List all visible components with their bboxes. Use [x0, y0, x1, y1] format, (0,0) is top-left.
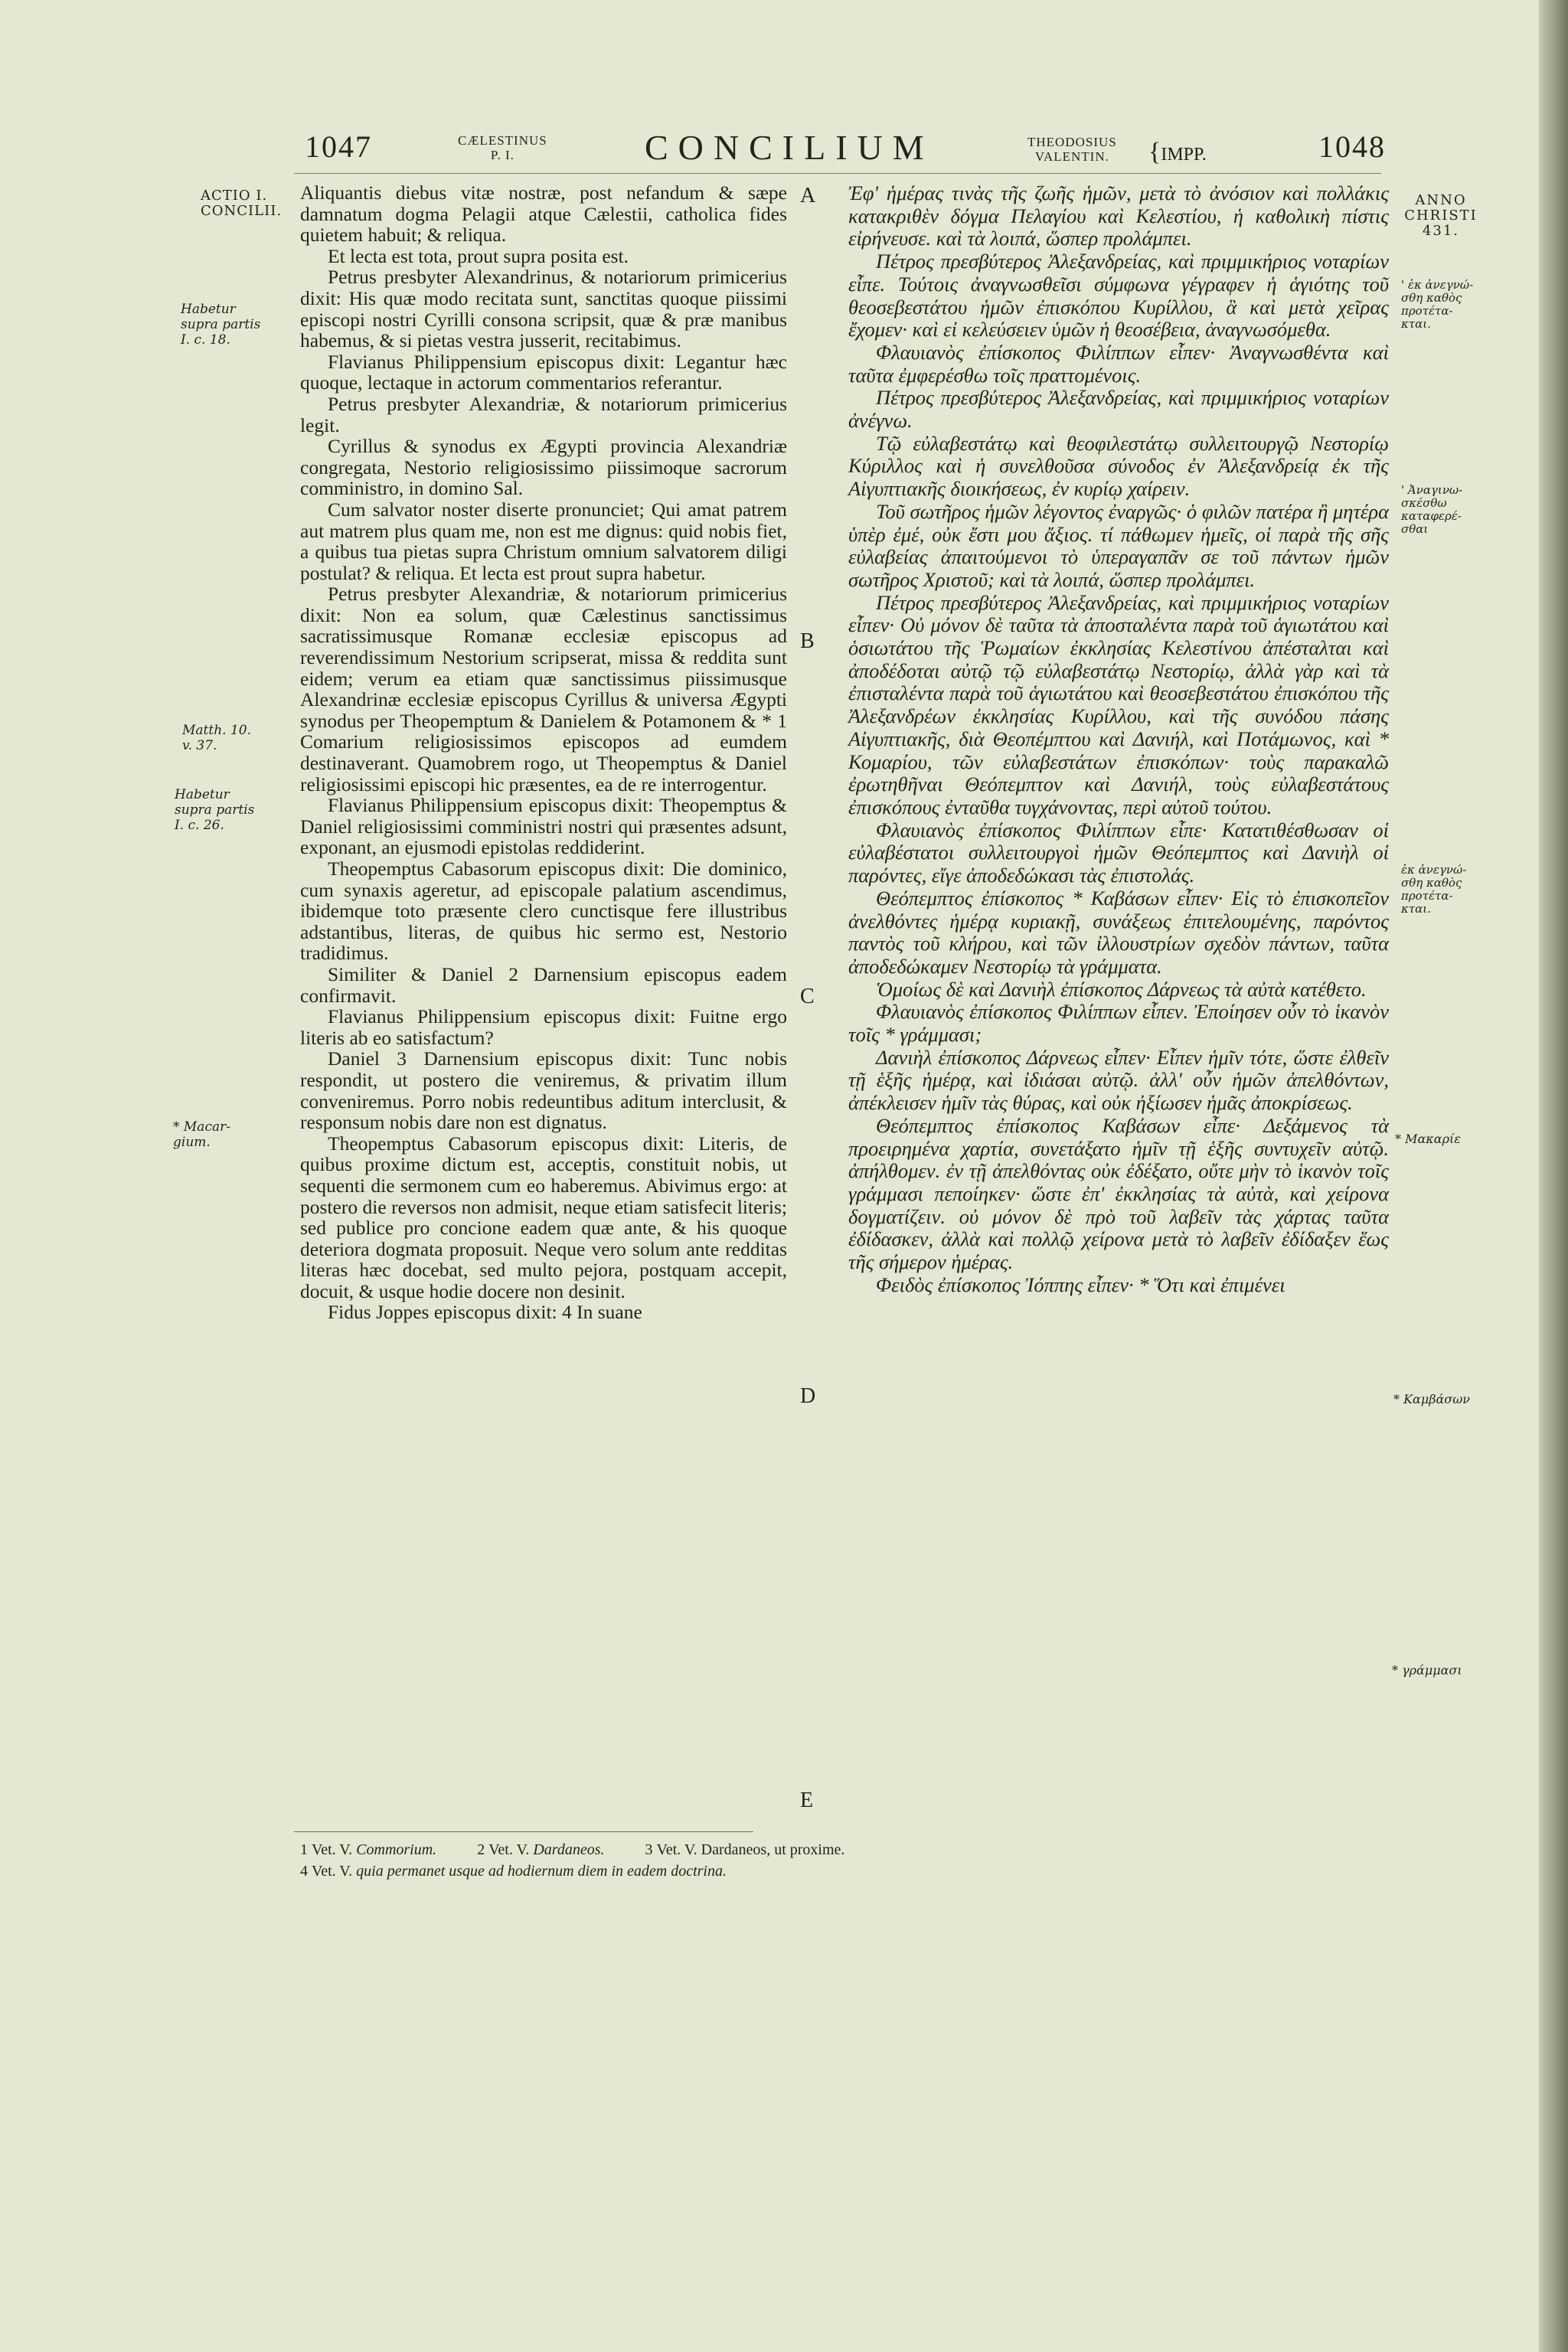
footnote-italic: Dardaneos. — [533, 1841, 605, 1858]
footnote-text: Vet. V. Dardaneos, ut proxime. — [656, 1841, 845, 1858]
footnote-3 — [645, 1841, 845, 1858]
greek-paragraph: Φλαυιανὸς ἐπίσκοπος Φιλίππων εἶπεν. Ἐποίησεν οὖν τὸ ἱκανὸν τοῖς * γράμμασι; — [848, 1000, 1389, 1047]
book-binding-shadow — [1539, 0, 1568, 2352]
latin-paragraph: Et lecta est tota, prout supra posita est. — [328, 244, 629, 267]
greek-paragraph: Ἐφ' ἡμέρας τινὰς τῆς ζωῆς ἡμῶν, μετὰ τὸ ἀνόσιον καὶ πολλάκις κατακριθὲν δόγμα Πελαγίου καὶ Κελεστίου, ἡ καθολικὴ πίστις εἰρήνευσε. καὶ τὰ λοιπά, ὥσπερ προλάμπει. — [848, 181, 1389, 250]
right-page-number: 1048 — [1318, 129, 1386, 164]
footnote-2 — [477, 1841, 604, 1858]
margin-note-greek-1: ' ἐκ ἀνεγνώ- σθη καθὸς προτέτα- κται. — [1401, 278, 1474, 331]
footnote-text: Vet. V. — [312, 1841, 353, 1858]
latin-paragraph: Theopemptus Cabasorum episcopus dixit: Literis, de quibus proxime dictum est, acceptis, constituit nobis, ut sequenti die sermonem cum eo haberemus. Abivimus ergo: at postero die reversos non admisit, neque etiam satisfecit literis; sed publice pro concione eadem quæ ante, & his quoque deteriora dogmata proposuit. Neque vero solum ante redditas literas hæc docebat, sed multo pejora, postquam accepit, docuit, & usque hodie docere non desinit. — [300, 1132, 787, 1302]
latin-paragraph: Cum salvator noster diserte pronunciet; Qui amat patrem aut matrem plus quam me, non est me dignus: quid nobis fiet, a quibus tua pietas supra Christum omnium salvatorem diligi postulat? & reliqua. Et lecta est prout supra habetur. — [300, 498, 787, 584]
footnote-text: Vet. V. — [312, 1863, 353, 1880]
footnote-line-2 — [300, 1860, 1372, 1882]
section-letter-b: B — [800, 629, 815, 653]
greek-paragraph: Πέτρος πρεσβύτερος Ἀλεξανδρείας, καὶ πριμμικήριος νοταρίων ἀνέγνω. — [848, 386, 1389, 433]
footnote-4 — [300, 1863, 727, 1880]
greek-paragraph: Φλαυιανὸς ἐπίσκοπος Φιλίππων εἶπεν· Ἀναγνωσθέντα καὶ ταῦτα ἐμφερέσθω τοῖς πραττομένοις. — [848, 340, 1389, 387]
running-head-emperor-2: VALENTIN. — [1034, 149, 1109, 164]
margin-note-habetur-1: Habetur supra partis I. c. 18. — [181, 302, 261, 348]
latin-column — [300, 182, 787, 1323]
margin-note-anno: ANNO CHRISTI 431. — [1404, 192, 1478, 239]
footnote-italic: Commorium. — [356, 1841, 437, 1858]
latin-paragraph: Similiter & Daniel 2 Darnensium episcopus eadem confirmavit. — [300, 962, 787, 1007]
footnote-rule — [294, 1831, 753, 1832]
brace-icon: { — [1148, 138, 1161, 166]
impp-label: IMPP. — [1161, 145, 1207, 165]
footnote-1 — [300, 1841, 436, 1858]
latin-paragraph: Theopemptus Cabasorum episcopus dixit: Die dominico, cum synaxis ageretur, ad episcopale palatium ascendimus, ibidemque toto præsente clero cunctisque fere illustribus adstantibus, literas, de quibus hic sermo est, Nestorio tradidimus. — [300, 858, 787, 965]
footnotes — [300, 1839, 1372, 1882]
latin-paragraph: Flavianus Philippensium episcopus dixit: Legantur hæc quoque, lectaque in actorum commentarios referantur. — [300, 350, 787, 394]
right-running-head — [1027, 135, 1117, 164]
greek-paragraph: Θεόπεμπτος ἐπίσκοπος * Καβάσων εἶπεν· Εἰς τὸ ἐπισκοπεῖον ἀνελθόντες ἡμέρᾳ κυριακῇ, συνάξεως ἐπιτελουμένης, παρόντος παντὸς τοῦ κλήρου, καὶ τῶν ἰλλουστρίων σχεδὸν πάντων, ταῦτα ἀποδεδώκαμεν Νεστορίῳ τὰ γράμματα. — [848, 886, 1389, 978]
footnote-number: 3 — [645, 1841, 653, 1858]
running-head-emperor-1: THEODOSIUS — [1027, 135, 1117, 149]
greek-paragraph: Τοῦ σωτῆρος ἡμῶν λέγοντος ἐναργῶς· ὁ φιλῶν πατέρα ἢ μητέρα ὑπὲρ ἐμέ, οὐκ ἔστι μου ἄξιος. τί πάθωμεν ἡμεῖς, οἱ παρὰ τῆς σῆς εὐλαβείας ἀπαιτούμενοι τὸ ὑπεραγαπᾶν σε τοῦ πάντων ἡμῶν σωτῆρος Χριστοῦ; καὶ τὰ λοιπά, ὥσπερ προλάμπει. — [848, 499, 1389, 591]
section-letter-d: D — [800, 1384, 816, 1408]
latin-paragraph: Daniel 3 Darnensium episcopus dixit: Tunc nobis respondit, ut postero die veniremus, & privatim illum conveniremus. Porro nobis redeuntibus aditum interclusit, & responsum nobis dare non est dignatus. — [300, 1047, 787, 1134]
margin-note-greek-2: ' Ἀναγινω- σκέσθω καταφερέ- σθαι — [1401, 483, 1463, 536]
greek-paragraph: Δανιὴλ ἐπίσκοπος Δάρνεως εἶπεν· Εἶπεν ἡμῖν τότε, ὥστε ἐλθεῖν τῇ ἑξῆς ἡμέρᾳ, καὶ ἰδιάσαι αὐτῷ. ἀλλ' οὖν ἡμῶν ἀπελθόντων, ἀπέκλεισεν ἡμῖν τὰς θύρας, καὶ οὐκ ἠξίωσεν ἡμᾶς ἀποκρίσεως. — [848, 1045, 1389, 1115]
margin-note-makariou: * Μακαρίε — [1395, 1132, 1461, 1146]
footnote-text: Vet. V. — [488, 1841, 530, 1858]
greek-column — [848, 182, 1389, 1296]
margin-note-grammasi: * γράμμασι — [1392, 1663, 1462, 1677]
greek-paragraph: Φλαυιανὸς ἐπίσκοπος Φιλίππων εἶπε· Κατατιθέσθωσαν οἱ εὐλαβέστατοι συλλειτουργοὶ ἡμῶν Θεόπεμπτος καὶ Δανιὴλ οἱ παρόντες, εἴγε ἀποδεδώκασι τὰς ἐπιστολάς. — [848, 818, 1389, 887]
running-head-pope-number: P. I. — [490, 148, 514, 162]
latin-paragraph: Petrus presbyter Alexandriæ, & notariorum primicerius dixit: Non ea solum, quæ Cælestinus sanctissimus sacratissimusque Romanæ ecclesiæ episcopus ad reverendissimum Nestorium scripserat, missa & reddita sunt eidem; verum ea etiam quæ sanctissimus piissimusque Alexandrinæ ecclesiæ episcopus Cyrillus & universa Ægypti synodus per Theopemptum & Danielem & Potamonem & * 1 Comarium religiosissimos episcopos ad eumdem destinaverant. Quamobrem rogo, ut Theopemptus & Daniel religiosissimi episcopi hic præsentes, ea de re interrogentur. — [300, 583, 787, 795]
left-page-number: 1047 — [305, 129, 372, 164]
latin-paragraph: Flavianus Philippensium episcopus dixit: Theopemptus & Daniel religiosissimi comministri nostri qui præsentes adsunt, exponant, an ejusmodi epistolas reddiderint. — [300, 794, 787, 859]
margin-note-kambason: * Καμβάσων — [1393, 1392, 1470, 1406]
latin-paragraph: Petrus presbyter Alexandriæ, & notariorum primicerius legit. — [300, 392, 787, 436]
page-title: CONCILIUM — [645, 128, 934, 167]
greek-paragraph: Ὁμοίως δὲ καὶ Δανιὴλ ἐπίσκοπος Δάρνεως τὰ αὐτὰ κατέθετο. — [876, 977, 1367, 1001]
running-head-pope: CÆLESTINUS — [458, 133, 547, 148]
latin-paragraph: Cyrillus & synodus ex Ægypti provincia Alexandriæ congregata, Nestorio religiosissimo piissimoque sacrorum comministro, in domino Sal. — [300, 435, 787, 500]
footnote-italic: quia permanet usque ad hodiernum diem in eadem doctrina. — [356, 1863, 727, 1880]
margin-note-habetur-2: Habetur supra partis I. c. 26. — [175, 787, 255, 833]
section-letter-c: C — [800, 985, 815, 1008]
greek-paragraph: Θεόπεμπτος ἐπίσκοπος Καβάσων εἶπε· Δεξάμενος τὰ προειρημένα χαρτία, συνετάξατο ἡμῖν τῇ ἑξῆς συντυχεῖν αὐτῷ. ἀπήλθομεν. ἐν τῇ ἀπελθόντας οὐκ ἐδέξατο, οὔτε μὴν τὸ ἱκανὸν τοῖς γράμμασι πεποίηκεν· ὥστε ἐπ' ἐκκλησίας τὰ αὐτὰ, καὶ χείρονα δογματίζειν. οὐ μόνον δὲ πρὸ τοῦ λαβεῖν τὰς χάρτας ταῦτα ἐδίδασκεν, ἀλλὰ καὶ πολλῷ χείρονα μετὰ τὸ λαβεῖν ἐδίδαξεν ἕως τῆς σήμερον ἡμέρας. — [848, 1113, 1389, 1274]
section-letter-a: A — [800, 184, 816, 207]
greek-paragraph: Φειδὸς ἐπίσκοπος Ἰόππης εἶπεν· * Ὅτι καὶ ἐπιμένει — [876, 1272, 1285, 1296]
section-letter-e: E — [800, 1788, 814, 1812]
footnote-number: 1 — [300, 1841, 308, 1858]
latin-paragraph: Fidus Joppes episcopus dixit: 4 In suane — [328, 1301, 642, 1324]
margin-note-matthew: Matth. 10. v. 37. — [182, 723, 251, 753]
greek-paragraph: Πέτρος πρεσβύτερος Ἀλεξανδρείας, καὶ πριμμικήριος νοταρίων εἶπεν· Οὐ μόνον δὲ ταῦτα τὰ ἀποσταλέντα παρὰ τοῦ ἁγιωτάτου καὶ ὁσιωτάτου τῆς Ῥωμαίων ἐκκλησίας Κελεστίνου ἀπέσταλται καὶ ἀποδέδοται αὐτῷ τῷ εὐλαβεστάτῳ Νεστορίῳ, ἀλλὰ γὰρ καὶ τὰ ἐπισταλέντα παρὰ τοῦ ἁγιωτάτου καὶ θεοσεβεστάτου ἐπισκόπου τῆς Ἀλεξανδρέων ἐκκλησίας Κυρίλλου, καὶ τῆς συνόδου πάσης Αἰγυπτιακῆς, διὰ Θεοπέμπτου καὶ Δανιήλ, καὶ Ποτάμωνος, καὶ * Κομαρίου, τῶν εὐλαβεστάτων ἐπισκόπων· τοὺς παρακαλῶ ἐρωτηθῆναι Θεόπεμπτον καὶ Δανιήλ, τοὺς εὐλαβεστάτους ἐπισκόπους ἐνταῦθα τυγχάνοντας, περὶ αὐτοῦ τούτου. — [848, 590, 1389, 818]
footnote-number: 2 — [477, 1841, 485, 1858]
margin-note-greek-3: ἐκ ἀνεγνώ- σθη καθὸς προτέτα- κται. — [1401, 863, 1467, 916]
header-rule — [294, 173, 1381, 174]
latin-paragraph: Flavianus Philippensium episcopus dixit: Fuitne ergo literis ab eo satisfactum? — [300, 1005, 787, 1049]
left-running-head — [458, 133, 547, 162]
margin-note-macarium: * Macar- gium. — [173, 1119, 230, 1150]
running-head-impp — [1148, 138, 1207, 167]
footnote-number: 4 — [300, 1863, 308, 1880]
greek-paragraph: Πέτρος πρεσβύτερος Ἀλεξανδρείας, καὶ πριμμικήριος νοταρίων εἶπε. Τούτοις ἀναγνωσθεῖσι σύμφωνα γέγραφεν ἡ ἁγιότης τοῦ θεοσεβεστάτου ἡμῶν ἐπισκόπου Κυρίλλου, ἃ καὶ μετὰ χεῖρας ἔχομεν· καὶ εἰ κελεύσειεν ὑμῶν ἡ θεοσέβεια, ἀναγνωσόμεθα. — [848, 250, 1389, 341]
latin-paragraph: Petrus presbyter Alexandrinus, & notariorum primicerius dixit: His quæ modo recitata sunt, sanctitas quoque piissimi episcopi nostri Cyrilli consona scripsit, quæ & præ manibus habemus, & si pietas vestra jusserit, recitabimus. — [300, 266, 787, 352]
margin-note-actio: ACTIO I. CONCILII. — [201, 188, 283, 219]
latin-paragraph: Aliquantis diebus vitæ nostræ, post nefandum & sæpe damnatum dogma Pelagii atque Cælestii, catholica fides quietem habuit; & reliqua. — [300, 181, 787, 247]
greek-paragraph: Τῷ εὐλαβεστάτῳ καὶ θεοφιλεστάτῳ συλλειτουργῷ Νεστορίῳ Κύριλλος καὶ ἡ συνελθοῦσα σύνοδος ἐν Ἀλεξανδρείᾳ ἐκ τῆς Αἰγυπτιακῆς διοικήσεως, ἐν κυρίῳ χαίρειν. — [848, 431, 1389, 501]
footnote-line-1 — [300, 1839, 1372, 1860]
